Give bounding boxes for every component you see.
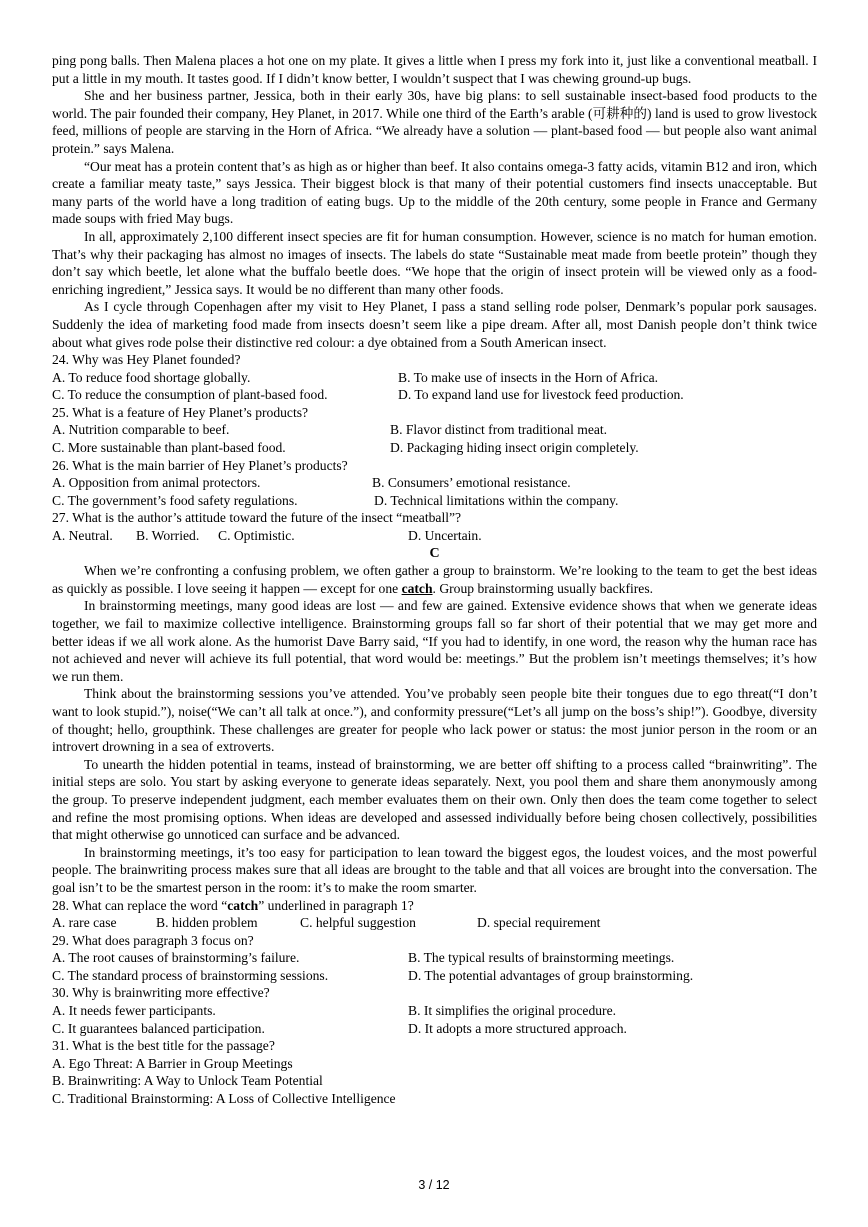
section-c-title: C bbox=[429, 545, 440, 561]
passage-b-paragraph-1: She and her business partner, Jessica, both in their early 30s, have big plans: to sell sustainable insect-based food products to the world. The pair founded their company, Hey Planet, in 2017. While one third of the Earth’s arable (可耕种的) land is used to grow livestock feed, millions of people are starving in the Horn of Africa. “We already have a solution — plant-based food — but people also want animal protein.” says Malena. bbox=[52, 88, 817, 156]
passage-c-paragraph-2: In brainstorming meetings, many good ideas are lost — and few are gained. Extensive evidence shows that when we generate ideas together, we fail to maximize collective intelligence. Brainstorming groups fall so far short of their potential that we may get more and better ideas if we all work alone. As the humorist Dave Barry said, “If you had to identify, in one word, the reason why the human race has not achieved and never will achieve its full potential, that word would be: meetings.” But the problem isn’t meetings themselves; it’s how we run them. bbox=[52, 598, 817, 684]
text-segment: . Group brainstorming usually backfires. bbox=[432, 580, 654, 596]
question-stem: 24. Why was Hey Planet founded? bbox=[52, 352, 241, 368]
option-a: A. rare case bbox=[52, 915, 117, 931]
text-segment: 28. What can replace the word “ bbox=[52, 897, 228, 913]
passage-b-paragraph-0: ping pong balls. Then Malena places a hot one on my plate. It gives a little when I press my fork into it, just like a conventional meatball. I put a little in my mouth. It tastes good. If I didn’t know better, I wouldn’t suspect that I was chewing ground-up bugs. bbox=[52, 53, 817, 86]
option-d: D. special requirement bbox=[477, 915, 601, 931]
question-stem: 27. What is the author’s attitude toward the future of the insect “meatball”? bbox=[52, 510, 462, 526]
passage-b-paragraph-3: In all, approximately 2,100 different insect species are fit for human consumption. However, science is no match for human emotion. That’s why their packaging has almost no images of insects. The labels do state “Sustainable meat made from beetle protein” though they don’t say which beetle, let alone what the buffalo beetle does. “We hope that the origin of insect protein will be viewed only as a food-enriching ingredient,” Jessica says. It would be no different than many other foods. bbox=[52, 228, 817, 297]
option-a: A. Ego Threat: A Barrier in Group Meetings bbox=[52, 1055, 293, 1071]
question-31 bbox=[52, 1037, 817, 1107]
underlined-word: catch bbox=[401, 580, 433, 596]
option-d: D. It adopts a more structured approach. bbox=[408, 1020, 627, 1036]
option-a: A. Opposition from animal protectors. bbox=[52, 475, 261, 491]
option-b: B. Flavor distinct from traditional meat. bbox=[390, 422, 608, 438]
question-28 bbox=[52, 897, 817, 932]
option-b: B. It simplifies the original procedure. bbox=[408, 1003, 617, 1019]
option-b: B. Brainwriting: A Way to Unlock Team Potential bbox=[52, 1073, 323, 1089]
option-c: C. More sustainable than plant-based food. bbox=[52, 440, 286, 456]
option-a: A. It needs fewer participants. bbox=[52, 1003, 216, 1019]
question-29 bbox=[52, 932, 817, 985]
question-stem: 31. What is the best title for the passage? bbox=[52, 1038, 275, 1054]
question-26 bbox=[52, 457, 817, 510]
option-c: C. Traditional Brainstorming: A Loss of Collective Intelligence bbox=[52, 1091, 396, 1107]
option-a: A. To reduce food shortage globally. bbox=[52, 369, 251, 385]
exam-page bbox=[52, 52, 817, 1108]
option-d: D. Uncertain. bbox=[408, 528, 482, 544]
option-a: A. Neutral. bbox=[52, 528, 113, 544]
option-d: D. Packaging hiding insect origin completely. bbox=[390, 440, 639, 456]
passage-c-paragraph-4: To unearth the hidden potential in teams, instead of brainstorming, we are better off shifting to a process called “brainwriting”. The initial steps are solo. You start by asking everyone to generate ideas separately. Next, you pool them and share them anonymously among the group. To preserve independent judgment, each member evaluates them on their own. Only then does the team come together to select and refine the most promising options. When ideas are developed and assessed individually before being chosen collectively, possibilities that might otherwise go unnoticed can surface and be advanced. bbox=[52, 756, 817, 843]
passage-c-paragraph-5: In brainstorming meetings, it’s too easy for participation to lean toward the biggest egos, the loudest voices, and the most powerful people. The brainwriting process makes sure that all ideas are brought to the table and that all voices are brought into the conversation. The goal isn’t to be the smartest person in the room: it’s to make the room smarter. bbox=[52, 844, 817, 895]
option-b: B. To make use of insects in the Horn of Africa. bbox=[398, 369, 659, 385]
option-c: C. To reduce the consumption of plant-based food. bbox=[52, 387, 328, 403]
question-stem: 25. What is a feature of Hey Planet’s products? bbox=[52, 404, 309, 420]
passage-c-paragraph-1 bbox=[52, 562, 817, 597]
question-25 bbox=[52, 404, 817, 457]
question-30 bbox=[52, 984, 817, 1037]
option-d: D. Technical limitations within the company. bbox=[374, 492, 619, 508]
option-c: C. It guarantees balanced participation. bbox=[52, 1020, 265, 1036]
passage-b-paragraph-4: As I cycle through Copenhagen after my visit to Hey Planet, I pass a stand selling rode polser, Denmark’s popular pork sausages. Suddenly the idea of marketing food made from insects doesn’t seem like a pipe dream. After all, most Danish people don’t think twice about what gives rode polse their distinctive red colour: a dye obtained from a South American insect. bbox=[52, 299, 817, 350]
passage-c-paragraph-3: Think about the brainstorming sessions you’ve attended. You’ve probably seen people bite their tongues due to ego threat(“I don’t want to look stupid.”), noise(“We can’t all talk at once.”), and conformity pressure(“Let’s all jump on the boss’s ship!”). Goodbye, diversity of thought; hello, groupthink. These challenges are greater for people who lack power or status: the most junior person in the room or an introvert drowning in a sea of extroverts. bbox=[52, 686, 817, 755]
option-d: D. The potential advantages of group brainstorming. bbox=[408, 967, 694, 983]
question-stem: 30. Why is brainwriting more effective? bbox=[52, 985, 270, 1001]
option-b: B. Worried. bbox=[136, 528, 200, 544]
option-b: B. hidden problem bbox=[156, 915, 258, 931]
passage-b-paragraph-2: “Our meat has a protein content that’s as high as or higher than beef. It also contains omega-3 fatty acids, vitamin B12 and iron, which create a familiar meaty taste,” says Jessica. Their biggest block is that many of their potential customers find insects unacceptable. But many parts of the world have a long tradition of eating bugs. Up to the middle of the 20th century, some people in France and Germany made soups with fried May bugs. bbox=[52, 158, 817, 227]
question-stem: 29. What does paragraph 3 focus on? bbox=[52, 932, 254, 948]
option-a: A. The root causes of brainstorming’s failure. bbox=[52, 950, 300, 966]
question-27 bbox=[52, 509, 817, 544]
option-b: B. Consumers’ emotional resistance. bbox=[372, 475, 571, 491]
option-c: C. The standard process of brainstorming sessions. bbox=[52, 967, 329, 983]
question-stem: 26. What is the main barrier of Hey Planet’s products? bbox=[52, 457, 348, 473]
bold-word: catch bbox=[227, 897, 259, 913]
option-a: A. Nutrition comparable to beef. bbox=[52, 422, 230, 438]
text-segment: When we’re confronting a confusing problem, we often gather a group to brainstorm. We’re looking to the team to get the best ideas as quickly as possible. I love seeing it happen — except for one bbox=[52, 563, 817, 596]
option-c: C. Optimistic. bbox=[218, 528, 295, 544]
question-stem bbox=[52, 897, 817, 915]
option-d: D. To expand land use for livestock feed production. bbox=[398, 387, 684, 403]
text-segment: ” underlined in paragraph 1? bbox=[258, 897, 414, 913]
option-c: C. The government’s food safety regulations. bbox=[52, 492, 298, 508]
option-c: C. helpful suggestion bbox=[300, 915, 416, 931]
question-24 bbox=[52, 351, 817, 404]
page-number: 3 / 12 bbox=[418, 1178, 450, 1192]
option-b: B. The typical results of brainstorming meetings. bbox=[408, 950, 675, 966]
